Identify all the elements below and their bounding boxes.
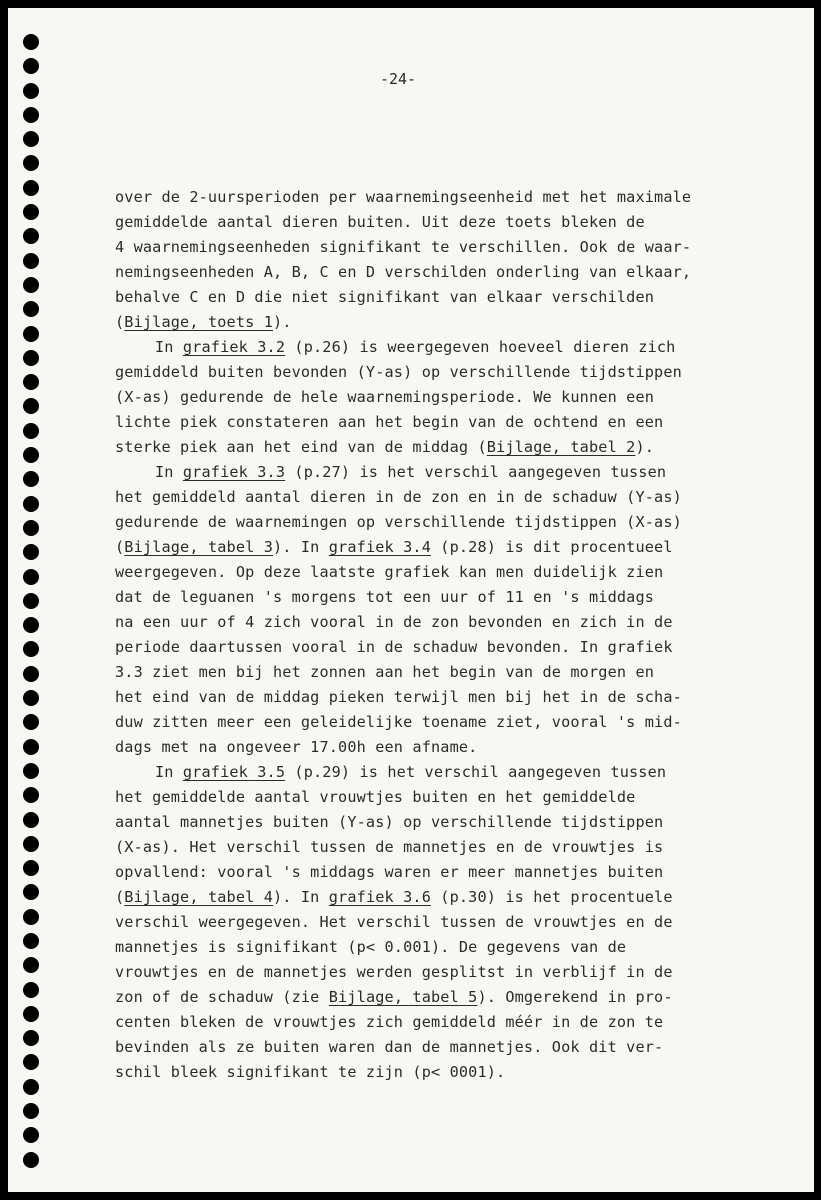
- binder-hole: [23, 763, 39, 779]
- text-line: [115, 285, 705, 310]
- text-segment: (p.30) is het procentuele: [431, 888, 673, 906]
- text-segment: gemiddeld buiten bevonden (Y-as) op verschillende tijdstippen: [115, 363, 682, 381]
- text-line: [115, 1035, 705, 1060]
- text-line: [115, 485, 705, 510]
- reference-underlined: Bijlage, toets 1: [124, 313, 273, 331]
- text-line: [115, 260, 705, 285]
- text-line: [115, 185, 705, 210]
- binder-hole: [23, 423, 39, 439]
- text-segment: 4 waarnemingseenheden signifikant te verschillen. Ook de waar-: [115, 238, 692, 256]
- text-line: [115, 535, 705, 560]
- binder-hole: [23, 617, 39, 633]
- text-segment: vrouwtjes en de mannetjes werden gesplitst in verblijf in de: [115, 963, 673, 981]
- text-segment: ).: [635, 438, 655, 456]
- binder-hole: [23, 1030, 39, 1046]
- text-line: [115, 785, 705, 810]
- binder-hole: [23, 204, 39, 220]
- binder-hole: [23, 1006, 39, 1022]
- text-line: [115, 410, 705, 435]
- binder-hole: [23, 155, 39, 171]
- text-line: [115, 635, 705, 660]
- binder-hole: [23, 301, 39, 317]
- text-segment: lichte piek constateren aan het begin van de ochtend en een: [115, 413, 664, 431]
- text-line: [115, 310, 705, 335]
- text-line: [115, 210, 705, 235]
- text-segment: bevinden als ze buiten waren dan de mannetjes. Ook dit ver-: [115, 1038, 664, 1056]
- text-line: [115, 435, 705, 460]
- text-segment: duw zitten meer een geleidelijke toename ziet, vooral 's mid-: [115, 713, 682, 731]
- reference-underlined: Bijlage, tabel 4: [124, 888, 273, 906]
- text-segment: ).: [273, 313, 292, 331]
- text-segment: (p.27) is het verschil aangegeven tussen: [285, 463, 667, 481]
- text-line: [115, 1010, 705, 1035]
- binder-hole: [23, 1054, 39, 1070]
- binder-hole: [23, 787, 39, 803]
- text-segment: (: [115, 888, 125, 906]
- binder-hole: [23, 374, 39, 390]
- text-segment: In: [155, 463, 183, 481]
- text-segment: 3.3 ziet men bij het zonnen aan het begin van de morgen en: [115, 663, 655, 681]
- reference-underlined: grafiek 3.6: [328, 888, 431, 906]
- text-segment: gemiddelde aantal dieren buiten. Uit deze toets bleken de: [115, 213, 645, 231]
- binder-hole: [23, 836, 39, 852]
- binder-hole: [23, 544, 39, 560]
- text-segment: ). Omgerekend in pro-: [477, 988, 673, 1006]
- text-segment: (X-as) gedurende de hele waarnemingsperiode. We kunnen een: [115, 388, 655, 406]
- binder-hole: [23, 739, 39, 755]
- text-line: [115, 835, 705, 860]
- text-segment: periode daartussen vooral in de schaduw bevonden. In grafiek: [115, 638, 673, 656]
- text-line: [115, 960, 705, 985]
- binder-hole: [23, 1152, 39, 1168]
- binder-hole: [23, 520, 39, 536]
- binder-hole: [23, 714, 39, 730]
- text-segment: opvallend: vooral 's middags waren er meer mannetjes buiten: [115, 863, 664, 881]
- reference-underlined: Bijlage, tabel 2: [486, 438, 636, 456]
- text-line: [115, 385, 705, 410]
- text-segment: centen bleken de vrouwtjes zich gemiddeld méér in de zon te: [115, 1013, 664, 1031]
- reference-underlined: grafiek 3.5: [182, 763, 286, 781]
- binder-hole: [23, 180, 39, 196]
- reference-underlined: grafiek 3.4: [328, 538, 431, 556]
- text-segment: dags met na ongeveer 17.00h een afname.: [115, 738, 478, 756]
- binder-hole: [23, 860, 39, 876]
- binder-hole: [23, 277, 39, 293]
- text-line: [115, 660, 705, 685]
- binder-hole: [23, 569, 39, 585]
- text-line: [115, 360, 705, 385]
- reference-underlined: Bijlage, tabel 5: [328, 988, 478, 1006]
- text-line: [115, 985, 705, 1010]
- binder-hole: [23, 1127, 39, 1143]
- binder-hole: [23, 350, 39, 366]
- text-line: [115, 885, 705, 910]
- body-text: [115, 185, 705, 1085]
- text-segment: (: [115, 313, 125, 331]
- text-line: [115, 760, 705, 785]
- binder-hole: [23, 1103, 39, 1119]
- binder-hole: [23, 398, 39, 414]
- binder-hole: [23, 884, 39, 900]
- reference-underlined: Bijlage, tabel 3: [124, 538, 273, 556]
- text-segment: sterke piek aan het eind van de middag (: [115, 438, 487, 456]
- binder-hole: [23, 447, 39, 463]
- text-line: [115, 910, 705, 935]
- binder-hole: [23, 593, 39, 609]
- text-segment: dat de leguanen 's morgens tot een uur of 11 en 's middags: [115, 588, 655, 606]
- text-segment: (p.28) is dit procentueel: [431, 538, 673, 556]
- text-segment: over de 2-uursperioden per waarnemingseenheid met het maximale: [115, 188, 692, 206]
- binder-hole: [23, 107, 39, 123]
- text-segment: schil bleek signifikant te zijn (p< 0001).: [115, 1063, 506, 1081]
- text-segment: zon of de schaduw (zie: [115, 988, 329, 1006]
- binder-hole: [23, 690, 39, 706]
- text-segment: weergegeven. Op deze laatste grafiek kan men duidelijk zien: [115, 563, 664, 581]
- text-line: [115, 1060, 705, 1085]
- binder-hole: [23, 982, 39, 998]
- text-segment: In: [155, 338, 183, 356]
- text-segment: het gemiddeld aantal dieren in de zon en in de schaduw (Y-as): [115, 488, 682, 506]
- text-segment: verschil weergegeven. Het verschil tussen de vrouwtjes en de: [115, 913, 673, 931]
- binder-hole: [23, 933, 39, 949]
- text-segment: gedurende de waarnemingen op verschillende tijdstippen (X-as): [115, 513, 682, 531]
- text-line: [115, 610, 705, 635]
- reference-underlined: grafiek 3.3: [182, 463, 286, 481]
- text-segment: aantal mannetjes buiten (Y-as) op verschillende tijdstippen: [115, 813, 664, 831]
- text-line: [115, 810, 705, 835]
- text-segment: behalve C en D die niet signifikant van elkaar verschilden: [115, 288, 655, 306]
- text-segment: (p.26) is weergegeven hoeveel dieren zich: [285, 338, 676, 356]
- text-line: [115, 585, 705, 610]
- binder-hole: [23, 471, 39, 487]
- page-number: -24-: [379, 70, 417, 88]
- text-line: [115, 460, 705, 485]
- binder-hole: [23, 1079, 39, 1095]
- text-segment: nemingseenheden A, B, C en D verschilden onderling van elkaar,: [115, 263, 692, 281]
- binder-hole: [23, 131, 39, 147]
- text-segment: (p.29) is het verschil aangegeven tussen: [285, 763, 667, 781]
- text-segment: (: [115, 538, 125, 556]
- text-line: [115, 710, 705, 735]
- text-segment: In: [155, 763, 183, 781]
- binder-hole: [23, 641, 39, 657]
- binder-hole: [23, 909, 39, 925]
- text-segment: ). In: [273, 888, 329, 906]
- text-line: [115, 335, 705, 360]
- binder-hole: [23, 666, 39, 682]
- binder-hole: [23, 496, 39, 512]
- text-line: [115, 235, 705, 260]
- reference-underlined: grafiek 3.2: [182, 338, 286, 356]
- text-segment: mannetjes is signifikant (p< 0.001). De gegevens van de: [115, 938, 627, 956]
- text-line: [115, 735, 705, 760]
- binder-hole: [23, 228, 39, 244]
- text-line: [115, 935, 705, 960]
- text-line: [115, 560, 705, 585]
- binder-hole: [23, 34, 39, 50]
- binder-hole: [23, 253, 39, 269]
- binder-holes: [23, 34, 45, 1184]
- text-segment: het gemiddelde aantal vrouwtjes buiten en het gemiddelde: [115, 788, 636, 806]
- binder-hole: [23, 326, 39, 342]
- text-segment: ). In: [273, 538, 329, 556]
- text-line: [115, 685, 705, 710]
- text-segment: na een uur of 4 zich vooral in de zon bevonden en zich in de: [115, 613, 673, 631]
- typewritten-page: [8, 8, 814, 1192]
- binder-hole: [23, 812, 39, 828]
- text-line: [115, 860, 705, 885]
- text-segment: (X-as). Het verschil tussen de mannetjes en de vrouwtjes is: [115, 838, 664, 856]
- text-line: [115, 510, 705, 535]
- text-segment: het eind van de middag pieken terwijl men bij het in de scha-: [115, 688, 682, 706]
- binder-hole: [23, 957, 39, 973]
